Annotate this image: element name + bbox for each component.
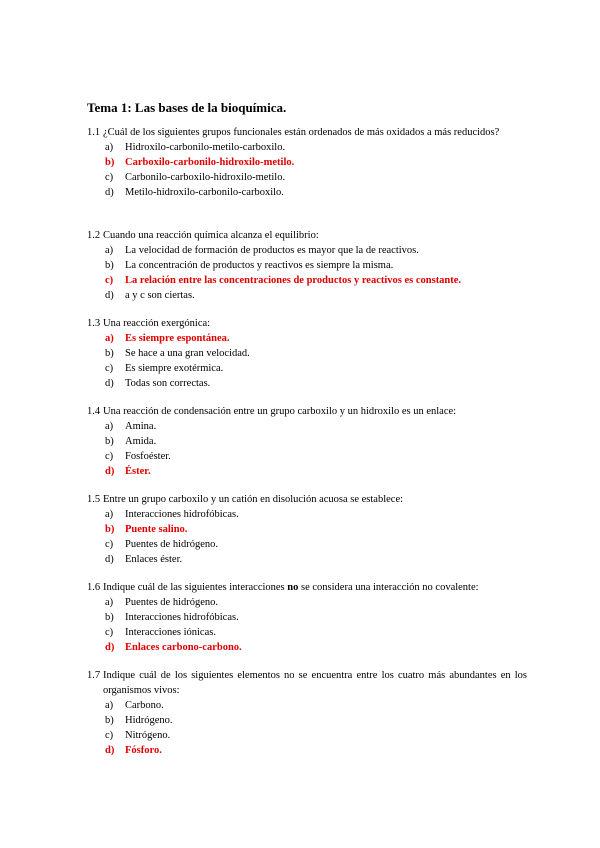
question-text: Una reacción de condensación entre un grupo carboxilo y un hidroxilo es un enlace: — [103, 406, 457, 417]
question-text: Indique cuál de las siguientes interacciones no se considera una interacción no covalente: — [103, 582, 479, 593]
option: c) Nitrógeno. — [105, 730, 171, 741]
option: b) Amida. — [105, 436, 157, 447]
option: d) Metilo-hidroxilo-carbonilo-carboxilo. — [105, 187, 284, 198]
question-1-5 — [87, 492, 527, 567]
emphasis-no: no — [287, 582, 299, 593]
page-title: Tema 1: Las bases de la bioquímica. — [87, 100, 287, 115]
option: c) Carbonilo-carboxilo-hidroxilo-metilo. — [105, 172, 286, 183]
question-number: 1.7 — [87, 670, 101, 681]
option: b) La concentración de productos y reactivos es siempre la misma. — [105, 260, 394, 271]
question-1-7 — [87, 668, 527, 758]
option: b) Interacciones hidrofóbicas. — [105, 612, 239, 623]
option-correct: d) Enlaces carbono-carbono. — [105, 642, 242, 653]
option: b) Se hace a una gran velocidad. — [105, 348, 250, 359]
question-number: 1.1 — [87, 127, 101, 138]
option: c) Interacciones iónicas. — [105, 627, 216, 638]
question-text: Entre un grupo carboxilo y un catión en disolución acuosa se establece: — [103, 494, 404, 505]
question-number: 1.3 — [87, 318, 101, 329]
question-number: 1.2 — [87, 230, 101, 241]
option-correct: b) Puente salino. — [105, 524, 188, 535]
question-number: 1.6 — [87, 582, 101, 593]
question-text: Una reacción exergónica: — [103, 318, 211, 329]
question-1-2 — [87, 228, 527, 303]
option: a) Interacciones hidrofóbicas. — [105, 509, 239, 520]
question-1-3 — [87, 316, 527, 391]
option: b) Hidrógeno. — [105, 715, 173, 726]
option-correct: a) Es siempre espontánea. — [105, 333, 230, 344]
option: d) Todas son correctas. — [105, 378, 211, 389]
option: d) Enlaces éster. — [105, 554, 183, 565]
option-correct: c) La relación entre las concentraciones de productos y reactivos es constante. — [105, 275, 462, 286]
question-number: 1.4 — [87, 406, 101, 417]
option: c) Puentes de hidrógeno. — [105, 539, 219, 550]
option: c) Es siempre exotérmica. — [105, 363, 224, 374]
question-number: 1.5 — [87, 494, 101, 505]
option-correct: d) Éster. — [105, 466, 151, 477]
question-1-6 — [87, 580, 527, 655]
question-text: Indique cuál de los siguientes elementos no se encuentra entre los cuatro más abundantes en los organismos vivos: — [103, 670, 527, 696]
option: a) Carbono. — [105, 700, 164, 711]
option-correct: d) Fósforo. — [105, 745, 162, 756]
question-1-1 — [87, 125, 527, 200]
option: a) La velocidad de formación de productos es mayor que la de reactivos. — [105, 245, 419, 256]
option-correct: b) Carboxilo-carbonilo-hidroxilo-metilo. — [105, 157, 295, 168]
question-1-4 — [87, 404, 527, 479]
option: d) a y c son ciertas. — [105, 290, 195, 301]
question-text: Cuando una reacción química alcanza el equilibrio: — [103, 230, 319, 241]
option: a) Puentes de hidrógeno. — [105, 597, 219, 608]
option: a) Hidroxilo-carbonilo-metilo-carboxilo. — [105, 142, 286, 153]
question-text: ¿Cuál de los siguientes grupos funcionales están ordenados de más oxidados a más reducidos? — [103, 127, 500, 138]
option: c) Fosfoéster. — [105, 451, 171, 462]
option: a) Amina. — [105, 421, 157, 432]
